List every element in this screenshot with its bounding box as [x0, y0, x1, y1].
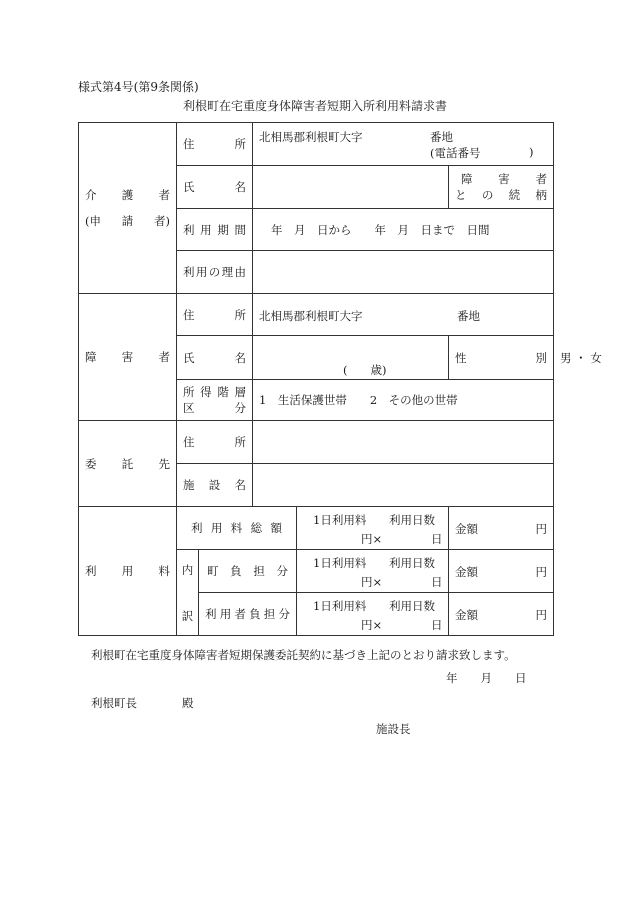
facility-address-label: 住 所: [177, 421, 253, 464]
caregiver-name-field[interactable]: [253, 166, 449, 209]
user-share-label: 利 用 者 負 担 分: [199, 593, 297, 636]
request-statement: 利根町在宅重度身体障害者短期保護委託契約に基づき上記のとおり請求致します。: [91, 648, 516, 662]
facility-name-label: 施 設 名: [177, 464, 253, 507]
disabled-name-field[interactable]: [253, 336, 449, 380]
caregiver-address-value: 北相馬郡利根町大字: [259, 130, 363, 144]
income-label: 所 得 階 層 区 分: [177, 380, 253, 421]
age-value: ( 歳): [343, 363, 387, 377]
disabled-address-field[interactable]: [253, 294, 554, 336]
facility-head-label: 施設長: [376, 722, 411, 736]
fee-total-label: 利 用 料 総 額: [177, 507, 297, 550]
fee-total-amount[interactable]: 金額 円: [449, 507, 554, 550]
period-field[interactable]: [253, 209, 554, 251]
town-share-label: 町 負 担 分: [199, 550, 297, 593]
breakdown-label: 内 訳: [177, 550, 199, 636]
addressee: 利根町長: [91, 696, 137, 710]
caregiver-label-line1: 介 護 者: [85, 188, 170, 202]
disabled-section-label: 障 害 者: [79, 294, 177, 421]
facility-name-field[interactable]: [253, 464, 554, 507]
caregiver-address-label: 住 所: [177, 123, 253, 166]
disabled-name-label: 氏 名: [177, 336, 253, 380]
income-field[interactable]: [253, 380, 554, 421]
disabled-address-banchi: 番地: [457, 309, 480, 323]
form-number: 様式第4号(第9条関係): [78, 80, 199, 94]
reason-field[interactable]: [253, 251, 554, 294]
user-share-amount[interactable]: 金額 円: [449, 593, 554, 636]
fee-section-label: 利 用 料: [79, 507, 177, 636]
caregiver-address-field[interactable]: [253, 123, 554, 166]
disabled-address-label: 住 所: [177, 294, 253, 336]
caregiver-phone-close: ): [529, 145, 534, 159]
facility-section-label: 委 託 先: [79, 421, 177, 507]
reason-label: 利 用 の 理 由: [177, 251, 253, 294]
user-share-calc[interactable]: 1日利用料 利用日数 円× 日: [297, 593, 449, 636]
relation-label: 障 害 者 と の 続 柄: [449, 166, 554, 209]
caregiver-label-line2: (申 請 者): [85, 214, 170, 228]
date-line[interactable]: 年 月 日: [446, 671, 527, 685]
caregiver-address-banchi: 番地: [430, 130, 453, 144]
sex-label: 性 別: [449, 336, 554, 380]
sex-value: 男 ・ 女: [560, 350, 602, 365]
honorific: 殿: [182, 696, 194, 710]
disabled-address-value: 北相馬郡利根町大字: [259, 309, 363, 323]
caregiver-name-label: 氏 名: [177, 166, 253, 209]
document-title: 利根町在宅重度身体障害者短期入所利用料請求書: [182, 99, 447, 113]
period-label: 利 用 期 間: [177, 209, 253, 251]
fee-total-calc[interactable]: 1日利用料 利用日数 円× 日: [297, 507, 449, 550]
town-share-amount[interactable]: 金額 円: [449, 550, 554, 593]
caregiver-section-label: [79, 123, 177, 294]
facility-address-field[interactable]: [253, 421, 554, 464]
income-value: 1 生活保護世帯 2 その他の世帯: [259, 393, 458, 407]
town-share-calc[interactable]: 1日利用料 利用日数 円× 日: [297, 550, 449, 593]
caregiver-phone-label: (電話番号: [430, 146, 481, 160]
period-value: 年 月 日から 年 月 日まで 日間: [271, 222, 490, 237]
application-form-table: [78, 122, 602, 636]
